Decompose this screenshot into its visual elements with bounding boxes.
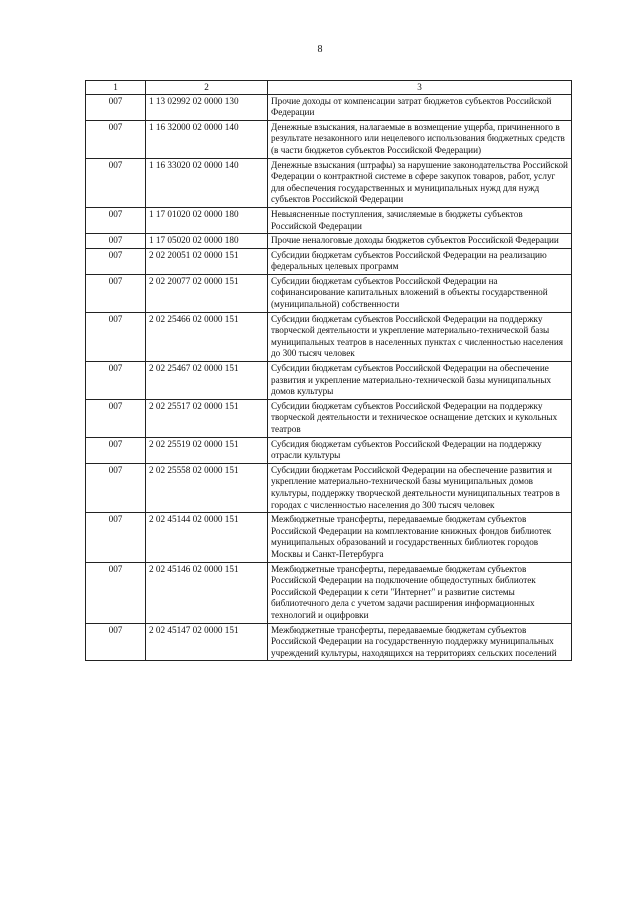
admin-code-cell: 007: [86, 362, 146, 400]
table-row: [86, 248, 572, 274]
budget-code-cell: 1 16 32000 02 0000 140: [146, 120, 268, 158]
revenue-name-cell: Субсидии бюджетам субъектов Российской Федерации на реализацию федеральных целевых программ: [268, 248, 572, 274]
table-row: [86, 513, 572, 562]
budget-code-cell: 2 02 45144 02 0000 151: [146, 513, 268, 562]
revenue-name-cell: Субсидии бюджетам субъектов Российской Федерации на обеспечение развития и укрепление материально-технической базы муниципальных домов культуры: [268, 362, 572, 400]
column-header-2: 2: [146, 81, 268, 95]
revenue-name-cell: Денежные взыскания (штрафы) за нарушение законодательства Российской Федерации о контрактной системе в сфере закупок товаров, работ, услуг для обеспечения государственных и муниципальных нужд для нужд субъектов Российской Федерации: [268, 158, 572, 207]
admin-code-cell: 007: [86, 513, 146, 562]
table-row: [86, 274, 572, 312]
table-row: [86, 362, 572, 400]
budget-code-cell: 2 02 25467 02 0000 151: [146, 362, 268, 400]
revenue-name-cell: Прочие доходы от компенсации затрат бюджетов субъектов Российской Федерации: [268, 94, 572, 120]
admin-code-cell: 007: [86, 234, 146, 249]
table-row: [86, 562, 572, 623]
budget-code-cell: 2 02 20077 02 0000 151: [146, 274, 268, 312]
budget-code-cell: 2 02 45146 02 0000 151: [146, 562, 268, 623]
table-row: [86, 94, 572, 120]
budget-code-cell: 2 02 25466 02 0000 151: [146, 312, 268, 361]
table-row: [86, 312, 572, 361]
revenue-name-cell: Субсидии бюджетам субъектов Российской Федерации на поддержку творческой деятельности и укрепление материально-технической базы муниципальных театров в населенных пунктах с численностью населения до 300 тысяч человек: [268, 312, 572, 361]
revenue-name-cell: Субсидии бюджетам субъектов Российской Федерации на софинансирование капитальных вложений в объекты государственной (муниципальной) собственности: [268, 274, 572, 312]
revenue-name-cell: Денежные взыскания, налагаемые в возмещение ущерба, причиненного в результате незаконного или нецелевого использования бюджетных средств (в части бюджетов субъектов Российской Федерации): [268, 120, 572, 158]
revenue-name-cell: Невыясненные поступления, зачисляемые в бюджеты субъектов Российской Федерации: [268, 207, 572, 233]
table-row: [86, 623, 572, 661]
budget-code-cell: 2 02 25517 02 0000 151: [146, 399, 268, 437]
admin-code-cell: 007: [86, 248, 146, 274]
table-row: [86, 399, 572, 437]
revenue-name-cell: Субсидия бюджетам субъектов Российской Федерации на поддержку отрасли культуры: [268, 437, 572, 463]
revenue-name-cell: Субсидии бюджетам субъектов Российской Федерации на поддержку творческой деятельности и техническое оснащение детских и кукольных театров: [268, 399, 572, 437]
table-row: [86, 120, 572, 158]
revenue-name-cell: Межбюджетные трансферты, передаваемые бюджетам субъектов Российской Федерации на подключение общедоступных библиотек Российской Федерации к сети "Интернет" и развитие системы библиотечного дела с учетом задачи расширения информационных технологий и оцифровки: [268, 562, 572, 623]
column-header-1: 1: [86, 81, 146, 95]
table-row: [86, 463, 572, 512]
column-header-3: 3: [268, 81, 572, 95]
budget-code-cell: 2 02 45147 02 0000 151: [146, 623, 268, 661]
revenue-name-cell: Прочие неналоговые доходы бюджетов субъектов Российской Федерации: [268, 234, 572, 249]
table-row: [86, 437, 572, 463]
admin-code-cell: 007: [86, 207, 146, 233]
admin-code-cell: 007: [86, 437, 146, 463]
revenue-name-cell: Субсидии бюджетам Российской Федерации на обеспечение развития и укрепление материально-технической базы муниципальных домов культуры, поддержку творческой деятельности муниципальных театров в городах с численностью населения до 300 тысяч человек: [268, 463, 572, 512]
admin-code-cell: 007: [86, 562, 146, 623]
budget-code-cell: 1 17 01020 02 0000 180: [146, 207, 268, 233]
admin-code-cell: 007: [86, 274, 146, 312]
admin-code-cell: 007: [86, 399, 146, 437]
table-row: [86, 207, 572, 233]
budget-code-cell: 1 13 02992 02 0000 130: [146, 94, 268, 120]
revenue-name-cell: Межбюджетные трансферты, передаваемые бюджетам субъектов Российской Федерации на комплектование книжных фондов библиотек муниципальных образований и государственных библиотек городов Москвы и Санкт-Петербурга: [268, 513, 572, 562]
budget-code-cell: 2 02 20051 02 0000 151: [146, 248, 268, 274]
revenue-name-cell: Межбюджетные трансферты, передаваемые бюджетам субъектов Российской Федерации на государственную поддержку муниципальных учреждений культуры, находящихся на территориях сельских поселений: [268, 623, 572, 661]
table-header: [86, 81, 572, 95]
admin-code-cell: 007: [86, 623, 146, 661]
admin-code-cell: 007: [86, 158, 146, 207]
admin-code-cell: 007: [86, 120, 146, 158]
budget-code-cell: 1 17 05020 02 0000 180: [146, 234, 268, 249]
budget-code-cell: 2 02 25558 02 0000 151: [146, 463, 268, 512]
page-number: 8: [317, 44, 323, 55]
admin-code-cell: 007: [86, 94, 146, 120]
table-body: [86, 94, 572, 661]
table-row: [86, 158, 572, 207]
budget-code-cell: 2 02 25519 02 0000 151: [146, 437, 268, 463]
admin-code-cell: 007: [86, 463, 146, 512]
budget-codes-table: [85, 80, 572, 661]
budget-code-cell: 1 16 33020 02 0000 140: [146, 158, 268, 207]
table-row: [86, 234, 572, 249]
table-header-row: [86, 81, 572, 95]
admin-code-cell: 007: [86, 312, 146, 361]
